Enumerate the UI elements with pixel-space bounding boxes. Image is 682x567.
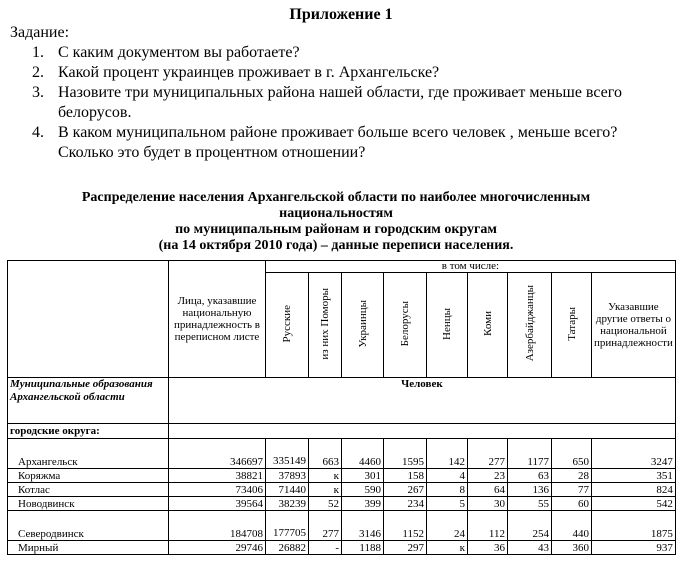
cell: 55: [508, 497, 552, 511]
heading-line: национальностям: [279, 206, 393, 221]
cell: 38239: [266, 497, 309, 511]
persons-header: Лица, указавшие национальную принадлежность в переписном листе: [169, 261, 266, 378]
section-empty: [169, 424, 676, 439]
cell: 136: [508, 483, 552, 497]
table-row: [8, 469, 676, 483]
cell: 440: [552, 511, 592, 541]
cell: 4460: [342, 439, 384, 469]
heading-line: по муниципальным районам и городским округам: [175, 222, 497, 237]
row-name: Архангельск: [8, 439, 169, 469]
cell: 73406: [169, 483, 266, 497]
table-row: [8, 483, 676, 497]
cell: 1875: [592, 511, 676, 541]
question-number: 4.: [32, 124, 44, 141]
question-item: [32, 43, 650, 63]
cell: 1152: [384, 511, 427, 541]
cell: к: [309, 469, 342, 483]
cell: 184708: [169, 511, 266, 541]
cell: 5: [427, 497, 468, 511]
heading-line: Распределение населения Архангельской области по наиболее многочисленным: [81, 190, 591, 205]
cell: 177705: [266, 511, 309, 541]
cell: к: [427, 541, 468, 555]
cell: 3146: [342, 511, 384, 541]
cell: 39564: [169, 497, 266, 511]
cell: 650: [552, 439, 592, 469]
question-item: [32, 123, 650, 163]
nationality-header: Русские: [266, 273, 309, 378]
cell: 30: [468, 497, 508, 511]
cell: 24: [427, 511, 468, 541]
cell: 52: [309, 497, 342, 511]
table-heading: [0, 190, 672, 254]
cell: 824: [592, 483, 676, 497]
nationality-header: Азербайджанцы: [508, 273, 552, 378]
cell: 8: [427, 483, 468, 497]
question-list: [32, 43, 650, 163]
cell: 277: [468, 439, 508, 469]
cell: 37893: [266, 469, 309, 483]
table-row: [8, 497, 676, 511]
cell: к: [309, 483, 342, 497]
table-row: [8, 439, 676, 469]
section-label: городские округа:: [8, 424, 169, 439]
cell: 43: [508, 541, 552, 555]
corner-cell: [8, 261, 169, 378]
cell: 335149: [266, 439, 309, 469]
cell: 1595: [384, 439, 427, 469]
nationality-header: Украинцы: [342, 273, 384, 378]
question-text: С каким документом вы работаете?: [58, 44, 300, 61]
heading-line: (на 14 октября 2010 года) – данные переписи населения.: [158, 238, 514, 253]
cell: 937: [592, 541, 676, 555]
cell: 663: [309, 439, 342, 469]
question-number: 3.: [32, 84, 44, 101]
table-row: [8, 541, 676, 555]
other-answers-header: Указавшие другие ответы о национальной принадлежности: [592, 273, 676, 378]
question-text: В каком муниципальном районе проживает больше всего человек , меньше всего? Сколько это будет в процентном отношении?: [58, 124, 618, 161]
cell: 77: [552, 483, 592, 497]
nationality-header: Коми: [468, 273, 508, 378]
nationality-header: из них Поморы: [309, 273, 342, 378]
cell: 158: [384, 469, 427, 483]
cell: 346697: [169, 439, 266, 469]
cell: 3247: [592, 439, 676, 469]
cell: 351: [592, 469, 676, 483]
row-name: Мирный: [8, 541, 169, 555]
cell: 542: [592, 497, 676, 511]
cell: 1177: [508, 439, 552, 469]
cell: 71440: [266, 483, 309, 497]
including-header: в том числе:: [266, 261, 676, 273]
cell: 26882: [266, 541, 309, 555]
question-text: Какой процент украинцев проживает в г. Архангельске?: [58, 64, 440, 81]
row-name: Северодвинск: [8, 511, 169, 541]
question-number: 2.: [32, 64, 44, 81]
cell: 38821: [169, 469, 266, 483]
cell: 267: [384, 483, 427, 497]
cell: 590: [342, 483, 384, 497]
cell: 142: [427, 439, 468, 469]
row-name: Котлас: [8, 483, 169, 497]
cell: 60: [552, 497, 592, 511]
question-item: [32, 63, 650, 83]
question-item: [32, 83, 650, 123]
nationality-header: Ненцы: [427, 273, 468, 378]
table-row: [8, 511, 676, 541]
cell: 360: [552, 541, 592, 555]
population-table: [7, 260, 676, 555]
cell: 28: [552, 469, 592, 483]
cell: 297: [384, 541, 427, 555]
cell: 254: [508, 511, 552, 541]
cell: 36: [468, 541, 508, 555]
row-name: Новодвинск: [8, 497, 169, 511]
cell: 64: [468, 483, 508, 497]
cell: 63: [508, 469, 552, 483]
row-name: Коряжма: [8, 469, 169, 483]
nationality-header: Белорусы: [384, 273, 427, 378]
cell: 1188: [342, 541, 384, 555]
cell: 301: [342, 469, 384, 483]
cell: 234: [384, 497, 427, 511]
question-text: Назовите три муниципальных района нашей области, где проживает меньше всего белорусов.: [58, 84, 622, 121]
cell: 399: [342, 497, 384, 511]
cell: 23: [468, 469, 508, 483]
task-label: Задание:: [10, 24, 70, 41]
cell: 277: [309, 511, 342, 541]
appendix-title: Приложение 1: [289, 6, 393, 23]
municipal-label: Муниципальные образования Архангельской области: [8, 378, 169, 424]
cell: 112: [468, 511, 508, 541]
cell: 4: [427, 469, 468, 483]
question-number: 1.: [32, 44, 44, 61]
unit-label: Человек: [169, 378, 676, 424]
cell: -: [309, 541, 342, 555]
nationality-header: Татары: [552, 273, 592, 378]
cell: 29746: [169, 541, 266, 555]
